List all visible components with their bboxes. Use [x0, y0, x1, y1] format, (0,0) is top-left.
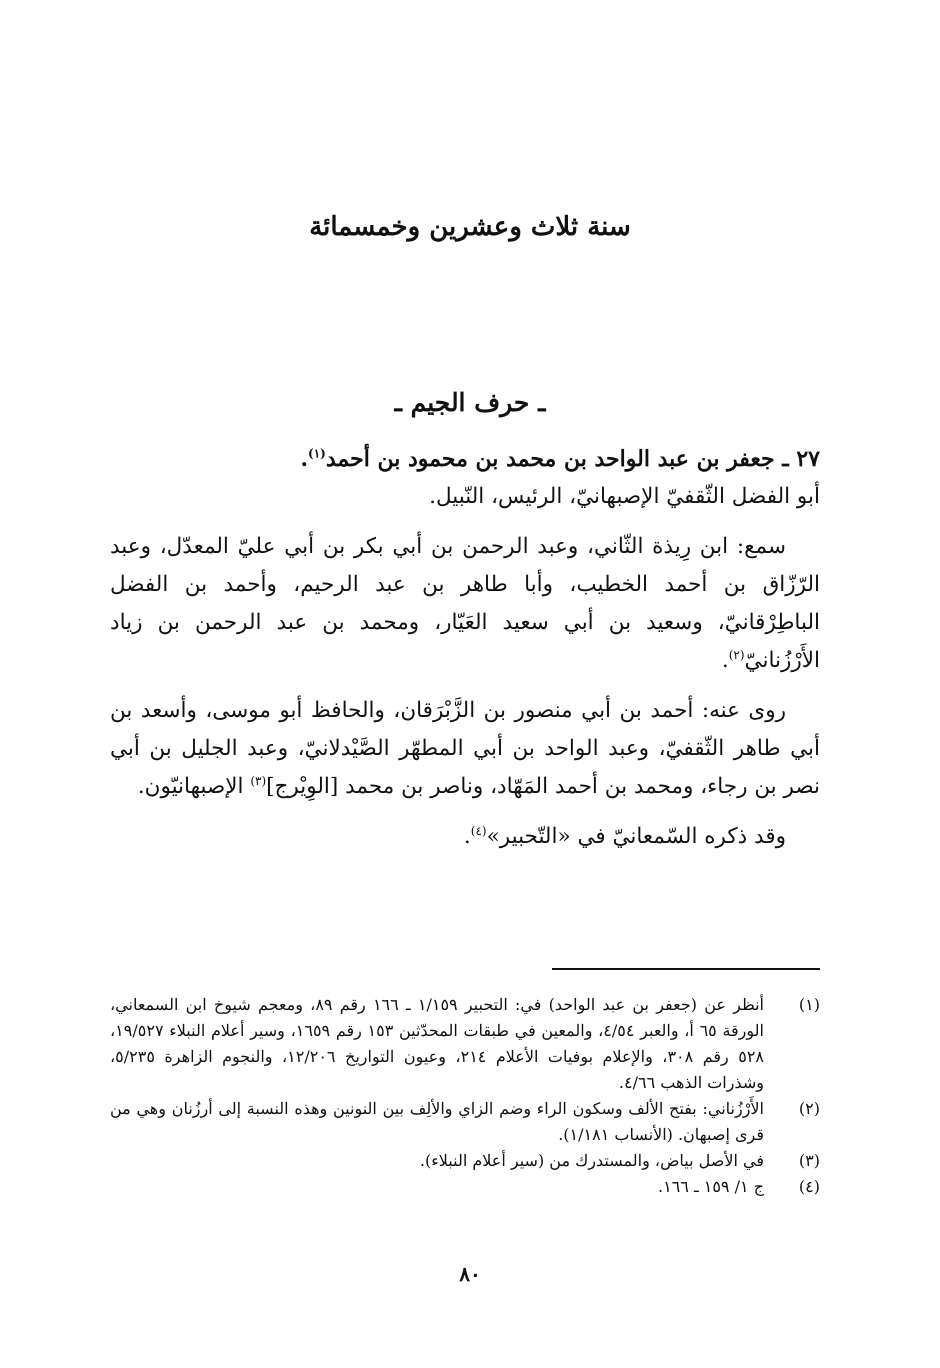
footnote-separator: [552, 968, 820, 970]
section-title: ـ حرف الجيم ـ: [394, 388, 546, 417]
footnotes: [110, 992, 820, 1200]
footnote-text: الأَرْزُناني: بفتح الألف وسكون الراء وضم الزاي والألِف بين النونين وهذه النسبة إلى أرزُنان وهي من قرى إصبهان. (الأنساب ١/١٨١).: [110, 1099, 765, 1144]
footnote-ref-1: (١): [308, 446, 326, 461]
footnote-number: (١): [798, 995, 820, 1014]
footnote-text: ج ١/ ١٥٩ ـ ١٦٦.: [657, 1177, 764, 1196]
footnote-item: [110, 1148, 820, 1174]
entry-heading-end: .: [300, 446, 309, 472]
entry-heading: [110, 440, 820, 478]
footnote-item: [110, 1174, 820, 1200]
paragraph-rawa: [110, 692, 820, 806]
paragraph-dhikr: [110, 818, 820, 856]
footnote-ref-3: (٣): [250, 773, 267, 788]
footnote-number: (٢): [798, 1099, 820, 1118]
footnote-item: [110, 992, 820, 1096]
paragraph-dhikr-end: .: [463, 824, 471, 849]
paragraph-sami-end: .: [721, 648, 729, 673]
footnote-item: [110, 1096, 820, 1148]
chapter-title: سنة ثلاث وعشرين وخمسمائة: [309, 212, 631, 242]
footnote-ref-4: (٤): [470, 823, 487, 838]
paragraph-rawa-text: روى عنه: أحمد بن أبي منصور بن الزَّبْرَقان، والحافظ أبو موسى، وأسعد بن أبي طاهر الثّقفيّ، وعبد الواحد بن أبي المطهّر الصَّيْدلانيّ، وعبد الجليل بن أبي نصر بن رجاء، ومحمد بن أحمد المَهّاد، وناصر بن محمد [الوِيْرج]: [110, 698, 820, 799]
page-number: ٨٠: [459, 1262, 481, 1286]
entry-heading-text: ٢٧ ـ جعفر بن عبد الواحد بن محمد بن محمود بن أحمد: [325, 446, 820, 472]
entry-body: [110, 440, 820, 856]
footnote-text: أنظر عن (جعفر بن عبد الواحد) في: التحبير ١/١٥٩ ـ ١٦٦ رقم ٨٩، ومعجم شيوخ ابن السمعاني، الورقة ٦٥ أ، والعبر ٤/٥٤، والمعين في طبقات المحدّثين ١٥٣ رقم ١٦٥٩، وسير أعلام النبلاء ١٩/٥٢٧، ٥٢٨ رقم ٣٠٨، والإعلام بوفيات الأعلام ٢١٤، وعيون التواريخ ١٢/٢٠٦، والنجوم الزاهرة ٥/٢٣٥، وشذرات الذهب ٤/٦٦.: [110, 995, 764, 1092]
footnote-number: (٤): [798, 1177, 820, 1196]
footnote-number: (٣): [798, 1151, 820, 1170]
paragraph-dhikr-text: وقد ذكره السّمعانيّ في «التّحبير»: [486, 824, 786, 849]
footnote-ref-2: (٢): [728, 647, 745, 662]
footnote-text: في الأصل بياض، والمستدرك من (سير أعلام النبلاء).: [419, 1151, 764, 1170]
entry-kunya: أبو الفضل الثّقفيّ الإصبهانيّ، الرئيس، النّبيل.: [429, 484, 820, 509]
paragraph-rawa-end: الإصبهانيّون.: [137, 774, 251, 799]
paragraph-sami: [110, 528, 820, 680]
paragraph-sami-text: سمع: ابن رِيذة الثّاني، وعبد الرحمن بن أبي بكر بن أبي عليّ المعدّل، وعبد الرّزّاق بن أحمد الخطيب، وأبا طاهر بن عبد الرحيم، وأحمد بن الفضل الباطِرْقانيّ، وسعيد بن أبي سعيد العَيّار، ومحمد بن عبد الرحمن بن زياد الأَرْزُنانيّ: [110, 534, 820, 673]
